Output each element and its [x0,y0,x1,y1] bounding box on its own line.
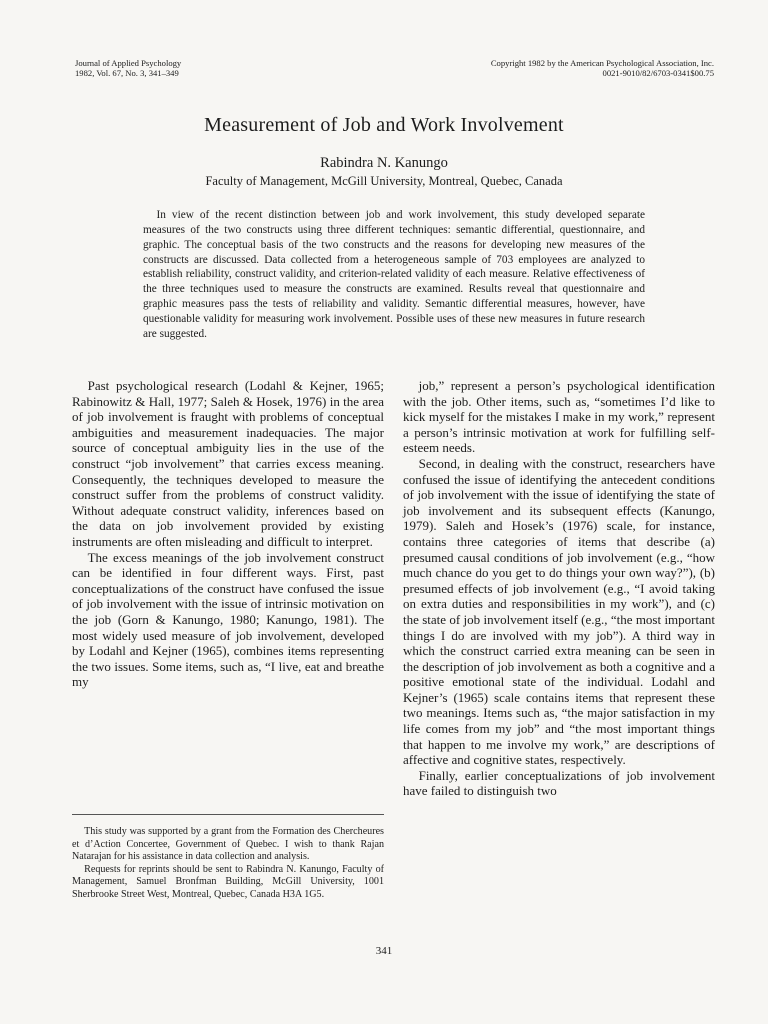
paragraph: The excess meanings of the job involvement construct can be identified in four different ways. First, past conceptualizations of the construct have confused the issue of job involvement with the issue of intrinsic motivation on the job (Gorn & Kanungo, 1980; Kanungo, 1981). The most widely used measure of job involvement, developed by Lodahl and Kejner (1965), combines items representing the two issues. Some items, such as, “I live, eat and breathe my [72,549,384,690]
abstract: In view of the recent distinction between job and work involvement, this study developed separate measures of the two constructs using three different techniques: semantic differential, questionnaire, and graphic. The conceptual basis of the two constructs and the reasons for developing new measures of the constructs are discussed. Data collected from a heterogeneous sample of 703 employees are analyzed to establish reliability, construct validity, and criterion-related validity of each measure. Relative effectiveness of the three techniques used to measure the constructs are examined. Results reveal that questionnaire and graphic measures pass the tests of reliability and validity. Semantic differential measures, however, have questionable validity for measuring work involvement. Possible uses of these new measures in future research are suggested. [143,209,645,340]
copyright-line: Copyright 1982 by the American Psychological Association, Inc. [490,58,714,68]
copyright-header [491,58,714,78]
footnote: Requests for reprints should be sent to Rabindra N. Kanungo, Faculty of Management, Samuel Bronfman Building, McGill University, 1001 Sherbrooke Street West, Montreal, Quebec, Canada H3A 1G5. [72,863,384,900]
body-column-right [403,378,715,799]
journal-volume: 1982, Vol. 67, No. 3, 341–349 [75,68,179,78]
author-name: Rabindra N. Kanungo [320,155,448,171]
paragraph: Second, in dealing with the construct, researchers have confused the issue of identifying the antecedent conditions of job involvement with the issue of identifying the state of job involvement and its subsequent effects (Kanungo, 1979). Saleh and Hosek’s (1976) scale, for instance, contains three categories of items that describe (a) presumed causal conditions of job involvement (e.g., “how much chance do you get to do things your own way?”), (b) presumed effects of job involvement (e.g., “I avoid taking on extra duties and responsibilities in my work”), and (c) the state of job involvement itself (e.g., “the most important things I do are involved with my job”). A third way in which the construct carried extra meaning can be seen in the description of job involvement as both a cognitive and a positive emotional state of the individual. Lodahl and Kejner’s (1965) scale contains items that represent these two meanings. Items such as, “the major satisfaction in my life comes from my job” and “the most important things that happen to me involve my work,” are descriptions of affective and cognitive states, respectively. [403,455,715,768]
paragraph: Past psychological research (Lodahl & Kejner, 1965; Rabinowitz & Hall, 1977; Saleh & Hosek, 1976) in the area of job involvement is fraught with problems of conceptual ambiguities and measurement inadequacies. The major source of conceptual ambiguity lies in the use of the construct “job involvement” that carries excess meaning. Consequently, the techniques developed to measure the construct suffer from the problems of construct validity. Without adequate construct validity, inferences based on the data on job involvement provided by existing instruments are often misleading and difficult to interpret. [72,378,384,549]
footnote: This study was supported by a grant from the Formation des Chercheures et d’Action Concertee, Government of Quebec. I wish to thank Rajan Natarajan for his assistance in data collection and analysis. [72,826,384,863]
page-number: 341 [375,945,393,957]
footnotes [72,826,384,902]
paragraph: job,” represent a person’s psychological identification with the job. Other items, such as, “sometimes I’d like to kick myself for the mistakes I make in my work,” represent a person’s intrinsic motivation at work for fulfilling self-esteem needs. [403,378,715,456]
paper-title: Measurement of Job and Work Involvement [204,114,564,136]
body-column-left [72,378,384,690]
journal-header [75,58,181,78]
author-affiliation: Faculty of Management, McGill University, Montreal, Quebec, Canada [205,174,563,188]
footnote-divider [72,814,384,815]
journal-name: Journal of Applied Psychology [75,58,182,68]
paragraph: Finally, earlier conceptualizations of job involvement have failed to distinguish two [403,767,715,799]
doi-code: 0021-9010/82/6703-0341$00.75 [602,68,714,78]
